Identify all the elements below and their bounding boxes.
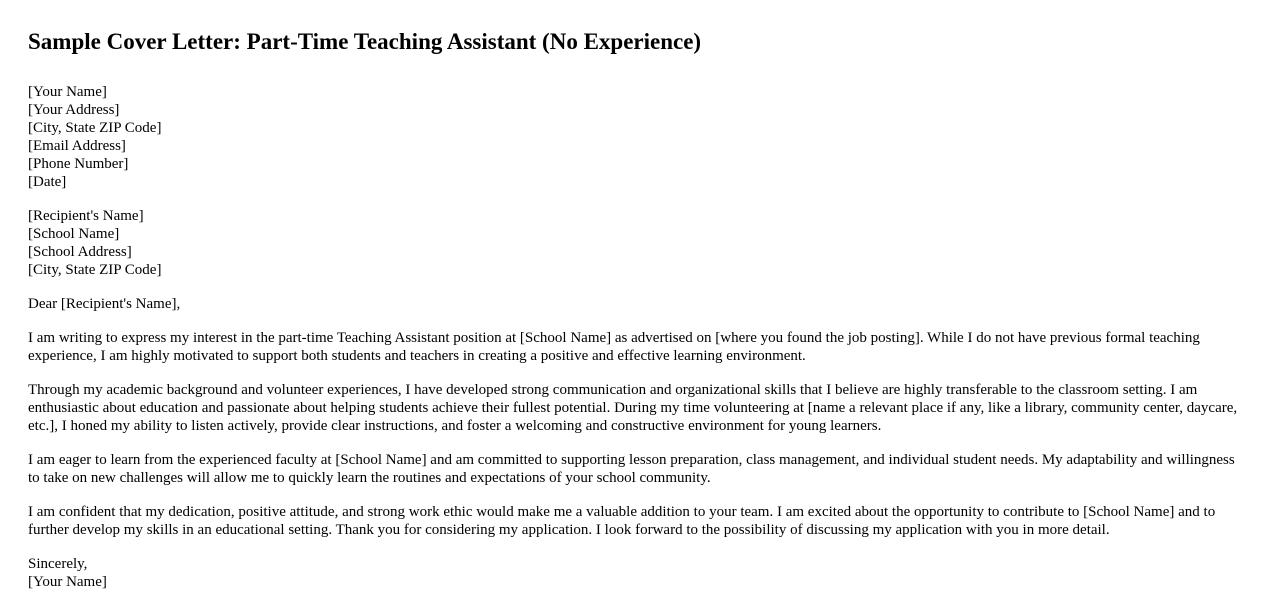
salutation: Dear [Recipient's Name], bbox=[28, 296, 181, 312]
closing-block bbox=[28, 555, 1250, 591]
body-paragraph-eagerness: I am eager to learn from the experienced faculty at [School Name] and am committed to supporting lesson preparation, class management, and individual student needs. My adaptability and willingness to take on new challenges will allow me to quickly learn the routines and expectations of your school community. bbox=[28, 452, 1235, 486]
page-title: Sample Cover Letter: Part-Time Teaching Assistant (No Experience) bbox=[28, 29, 702, 54]
signature: [Your Name] bbox=[28, 574, 107, 590]
recipient-name: [Recipient's Name] bbox=[28, 208, 144, 224]
recipient-address-block bbox=[28, 207, 1250, 279]
sender-city-state-zip: [City, State ZIP Code] bbox=[28, 120, 162, 136]
body-paragraph-background: Through my academic background and volunteer experiences, I have developed strong communication and organizational skills that I believe are highly transferable to the classroom setting. I am enthusiastic about education and passionate about helping students achieve their fullest potential. During my time volunteering at [name a relevant place if any, like a library, community center, daycare, etc.], I honed my ability to listen actively, provide clear instructions, and foster a welcoming and constructive environment for young learners. bbox=[28, 382, 1238, 434]
sender-email: [Email Address] bbox=[28, 138, 126, 154]
valediction: Sincerely, bbox=[28, 556, 88, 572]
sender-phone: [Phone Number] bbox=[28, 156, 129, 172]
body-paragraph-conclusion: I am confident that my dedication, positive attitude, and strong work ethic would make me a valuable addition to your team. I am excited about the opportunity to contribute to [School Name] and to further develop my skills in an educational setting. Thank you for considering my application. I look forward to the possibility of discussing my application with you in more detail. bbox=[28, 504, 1216, 538]
recipient-city-state-zip: [City, State ZIP Code] bbox=[28, 262, 162, 278]
sender-address-block bbox=[28, 83, 1250, 191]
recipient-school-address: [School Address] bbox=[28, 244, 132, 260]
sender-address: [Your Address] bbox=[28, 102, 120, 118]
sender-name: [Your Name] bbox=[28, 84, 107, 100]
letter-date: [Date] bbox=[28, 174, 67, 190]
recipient-school-name: [School Name] bbox=[28, 226, 120, 242]
body-paragraph-intro: I am writing to express my interest in the part-time Teaching Assistant position at [School Name] as advertised on [where you found the job posting]. While I do not have previous formal teaching experience, I am highly motivated to support both students and teachers in creating a positive and effective learning environment. bbox=[28, 330, 1200, 364]
